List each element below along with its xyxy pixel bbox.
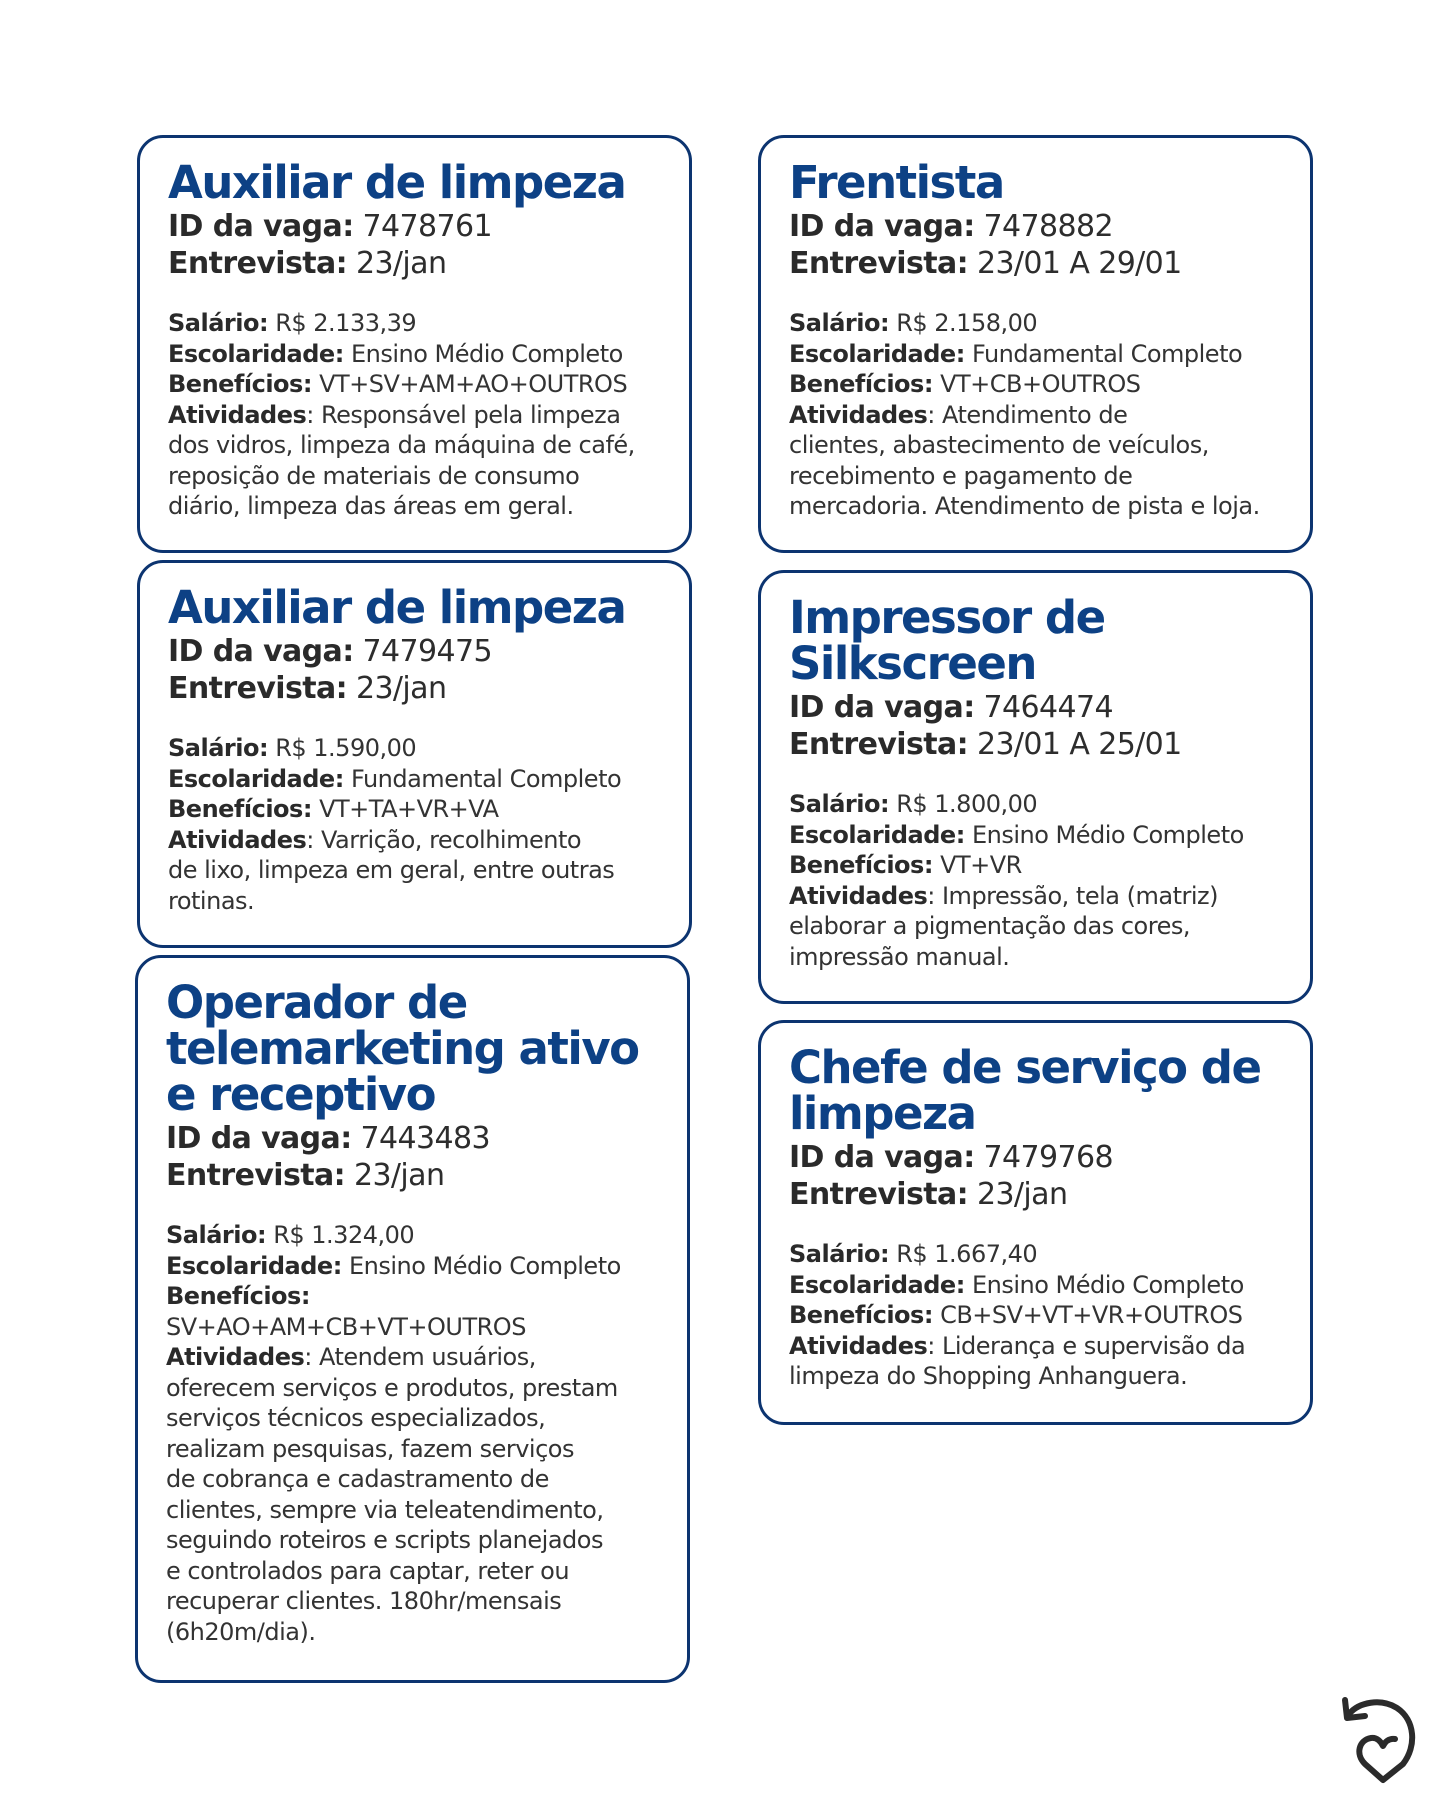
- job-activities-line: clientes, abastecimento de veículos,: [789, 431, 1209, 459]
- job-title-line: e receptivo: [166, 1068, 435, 1121]
- job-interview: [168, 245, 663, 282]
- job-interview: [789, 245, 1284, 282]
- job-interview: [789, 726, 1284, 763]
- job-education-value: Fundamental Completo: [350, 764, 622, 793]
- job-details: [168, 733, 663, 916]
- job-education: [168, 764, 663, 795]
- job-activities-line: elaborar a pigmentação das cores,: [789, 912, 1190, 940]
- job-salary-label: Salário:: [789, 309, 890, 337]
- refresh-heart-logo-icon: [1335, 1692, 1417, 1784]
- job-benefits: [789, 850, 1284, 881]
- job-education: [166, 1251, 661, 1282]
- job-salary-value: R$ 2.133,39: [275, 309, 417, 337]
- job-salary-value: R$ 1.667,40: [896, 1240, 1038, 1268]
- job-interview-value: 23/jan: [355, 246, 447, 281]
- job-benefits-value: VT+VR: [940, 851, 1022, 879]
- job-benefits-value: VT+TA+VR+VA: [319, 795, 499, 823]
- job-activities-label: Atividades: [166, 1343, 305, 1371]
- job-activities-text: : Liderança e supervisão da: [927, 1331, 1246, 1360]
- job-benefits-label: Benefícios:: [168, 795, 312, 823]
- job-benefits-label: Benefícios:: [789, 370, 933, 398]
- job-education-label: Escolaridade:: [789, 1270, 965, 1299]
- job-id: [789, 689, 1284, 726]
- job-education-value: Fundamental Completo: [971, 339, 1243, 368]
- job-salary: [789, 1239, 1284, 1270]
- job-interview-value: 23/jan: [353, 1158, 445, 1193]
- job-interview-label: Entrevista:: [166, 1158, 346, 1193]
- job-interview-label: Entrevista:: [789, 246, 969, 281]
- job-salary-label: Salário:: [168, 309, 269, 337]
- job-activities: [789, 881, 1284, 912]
- job-details: [168, 308, 663, 522]
- job-title: [168, 581, 663, 634]
- job-id: [789, 1139, 1284, 1176]
- job-id: [789, 208, 1284, 245]
- job-title-line: Silkscreen: [789, 637, 1036, 690]
- job-id-label: ID da vaga:: [789, 209, 975, 244]
- job-benefits-label: Benefícios:: [168, 370, 312, 398]
- job-benefits: [168, 369, 663, 400]
- job-title: [166, 976, 661, 1121]
- job-benefits-label: Benefícios:: [166, 1282, 310, 1310]
- job-salary-value: R$ 1.590,00: [275, 734, 417, 762]
- job-activities-line: recuperar clientes. 180hr/mensais: [166, 1587, 562, 1615]
- job-benefits: [168, 794, 663, 825]
- job-salary: [168, 733, 663, 764]
- job-salary: [168, 308, 663, 339]
- job-benefits: [789, 369, 1284, 400]
- job-id-label: ID da vaga:: [168, 634, 354, 669]
- job-activities-line: e controlados para captar, reter ou: [166, 1556, 570, 1585]
- job-education-value: Ensino Médio Completo: [348, 1251, 621, 1280]
- job-id: [168, 208, 663, 245]
- job-id-value: 7478761: [362, 209, 492, 244]
- job-details: [789, 308, 1284, 522]
- job-activities: [789, 400, 1284, 431]
- job-details: [166, 1220, 661, 1647]
- job-interview: [789, 1176, 1284, 1213]
- job-benefits-value: VT+SV+AM+AO+OUTROS: [319, 370, 628, 398]
- job-activities-label: Atividades: [168, 400, 307, 429]
- job-activities-text: : Varrição, recolhimento: [306, 825, 582, 854]
- job-card-chefe-de-servico-de-limpeza: [758, 1020, 1313, 1425]
- job-salary-label: Salário:: [166, 1221, 267, 1249]
- job-salary-value: R$ 1.800,00: [896, 790, 1038, 818]
- job-interview-label: Entrevista:: [789, 727, 969, 762]
- job-activities-line: de lixo, limpeza em geral, entre outras: [168, 856, 615, 884]
- job-activities-line: clientes, sempre via teleatendimento,: [166, 1495, 604, 1524]
- job-activities-line: oferecem serviços e produtos, prestam: [166, 1373, 618, 1402]
- job-id-value: 7443483: [360, 1121, 490, 1156]
- job-education-label: Escolaridade:: [166, 1251, 342, 1280]
- job-title-line: Impressor de: [789, 591, 1105, 644]
- job-interview-value: 23/jan: [976, 1177, 1068, 1212]
- job-id-value: 7464474: [983, 690, 1113, 725]
- job-benefits-label: Benefícios:: [789, 851, 933, 879]
- job-benefits: [166, 1281, 661, 1312]
- job-interview-value: 23/jan: [355, 671, 447, 706]
- job-activities-line: seguindo roteiros e scripts planejados: [166, 1526, 603, 1554]
- job-interview-value: 23/01 A 25/01: [976, 727, 1182, 762]
- job-activities-text: : Atendem usuários,: [304, 1343, 536, 1371]
- job-title: [789, 1041, 1284, 1140]
- job-activities: [166, 1342, 661, 1373]
- job-salary: [789, 789, 1284, 820]
- job-education: [168, 339, 663, 370]
- job-activities-text: : Impressão, tela (matriz): [927, 881, 1218, 910]
- job-education-value: Ensino Médio Completo: [350, 339, 623, 368]
- job-education-label: Escolaridade:: [168, 764, 344, 793]
- job-activities: [168, 400, 663, 431]
- job-activities-label: Atividades: [789, 400, 928, 429]
- job-activities-line: de cobrança e cadastramento de: [166, 1465, 549, 1493]
- job-salary-label: Salário:: [789, 790, 890, 818]
- job-education: [789, 339, 1284, 370]
- job-title-line: telemarketing ativo: [166, 1022, 639, 1075]
- job-activities-label: Atividades: [789, 1331, 928, 1360]
- job-salary-label: Salário:: [789, 1240, 890, 1268]
- job-title-line: Auxiliar de limpeza: [168, 581, 626, 634]
- job-benefits: [789, 1300, 1284, 1331]
- job-card-auxiliar-de-limpeza-1: [137, 135, 692, 553]
- job-activities-label: Atividades: [168, 825, 307, 854]
- job-details: [789, 789, 1284, 972]
- job-id-value: 7478882: [983, 209, 1113, 244]
- job-title-line: Auxiliar de limpeza: [168, 156, 626, 209]
- job-card-auxiliar-de-limpeza-2: [137, 560, 692, 948]
- job-salary-value: R$ 1.324,00: [273, 1221, 415, 1249]
- job-salary-label: Salário:: [168, 734, 269, 762]
- job-id-label: ID da vaga:: [789, 690, 975, 725]
- job-id-label: ID da vaga:: [789, 1140, 975, 1175]
- job-activities-line: diário, limpeza das áreas em geral.: [168, 492, 574, 520]
- job-education-label: Escolaridade:: [789, 339, 965, 368]
- job-education-label: Escolaridade:: [168, 339, 344, 368]
- job-activities-line: serviços técnicos especializados,: [166, 1404, 546, 1432]
- job-interview-label: Entrevista:: [789, 1177, 969, 1212]
- job-title: [168, 156, 663, 209]
- job-interview-label: Entrevista:: [168, 246, 348, 281]
- job-id: [168, 633, 663, 670]
- job-id-label: ID da vaga:: [168, 209, 354, 244]
- job-title-line: Frentista: [789, 156, 1004, 209]
- job-activities-label: Atividades: [789, 881, 928, 910]
- job-activities-line: dos vidros, limpeza da máquina de café,: [168, 431, 635, 459]
- job-title: [789, 156, 1284, 209]
- job-salary-value: R$ 2.158,00: [896, 309, 1038, 337]
- job-title: [789, 591, 1284, 690]
- job-education: [789, 1270, 1284, 1301]
- job-education: [789, 820, 1284, 851]
- job-activities-line: recebimento e pagamento de: [789, 461, 1133, 490]
- job-education-value: Ensino Médio Completo: [971, 1270, 1244, 1299]
- job-interview: [168, 670, 663, 707]
- job-benefits-value: VT+CB+OUTROS: [940, 370, 1141, 398]
- job-activities: [168, 825, 663, 856]
- job-card-frentista: [758, 135, 1313, 553]
- job-activities-line: impressão manual.: [789, 942, 1010, 971]
- job-title-line: Operador de: [166, 976, 467, 1029]
- job-benefits-value: SV+AO+AM+CB+VT+OUTROS: [166, 1312, 526, 1341]
- job-interview-label: Entrevista:: [168, 671, 348, 706]
- job-activities-text: : Responsável pela limpeza: [306, 400, 621, 429]
- job-education-label: Escolaridade:: [789, 820, 965, 849]
- job-interview-value: 23/01 A 29/01: [976, 246, 1182, 281]
- job-id-value: 7479768: [983, 1140, 1113, 1175]
- job-interview: [166, 1157, 661, 1194]
- job-details: [789, 1239, 1284, 1392]
- job-id: [166, 1120, 661, 1157]
- job-card-impressor-de-silkscreen: [758, 570, 1313, 1004]
- job-title-line: limpeza: [789, 1087, 976, 1140]
- job-activities-line: (6h20m/dia).: [166, 1617, 316, 1646]
- job-title-line: Chefe de serviço de: [789, 1041, 1261, 1094]
- job-activities: [789, 1331, 1284, 1362]
- job-activities-line: mercadoria. Atendimento de pista e loja.: [789, 492, 1260, 520]
- job-salary: [166, 1220, 661, 1251]
- job-salary: [789, 308, 1284, 339]
- job-activities-text: : Atendimento de: [927, 400, 1128, 429]
- job-activities-line: rotinas.: [168, 886, 255, 915]
- job-education-value: Ensino Médio Completo: [971, 820, 1244, 849]
- job-id-label: ID da vaga:: [166, 1121, 352, 1156]
- job-id-value: 7479475: [362, 634, 492, 669]
- job-benefits-label: Benefícios:: [789, 1301, 933, 1329]
- job-activities-line: reposição de materiais de consumo: [168, 461, 580, 490]
- job-activities-line: limpeza do Shopping Anhanguera.: [789, 1362, 1188, 1390]
- job-activities-line: realizam pesquisas, fazem serviços: [166, 1434, 574, 1463]
- job-benefits-value: CB+SV+VT+VR+OUTROS: [940, 1301, 1243, 1329]
- job-card-operador-de-telemarketing: [135, 955, 690, 1683]
